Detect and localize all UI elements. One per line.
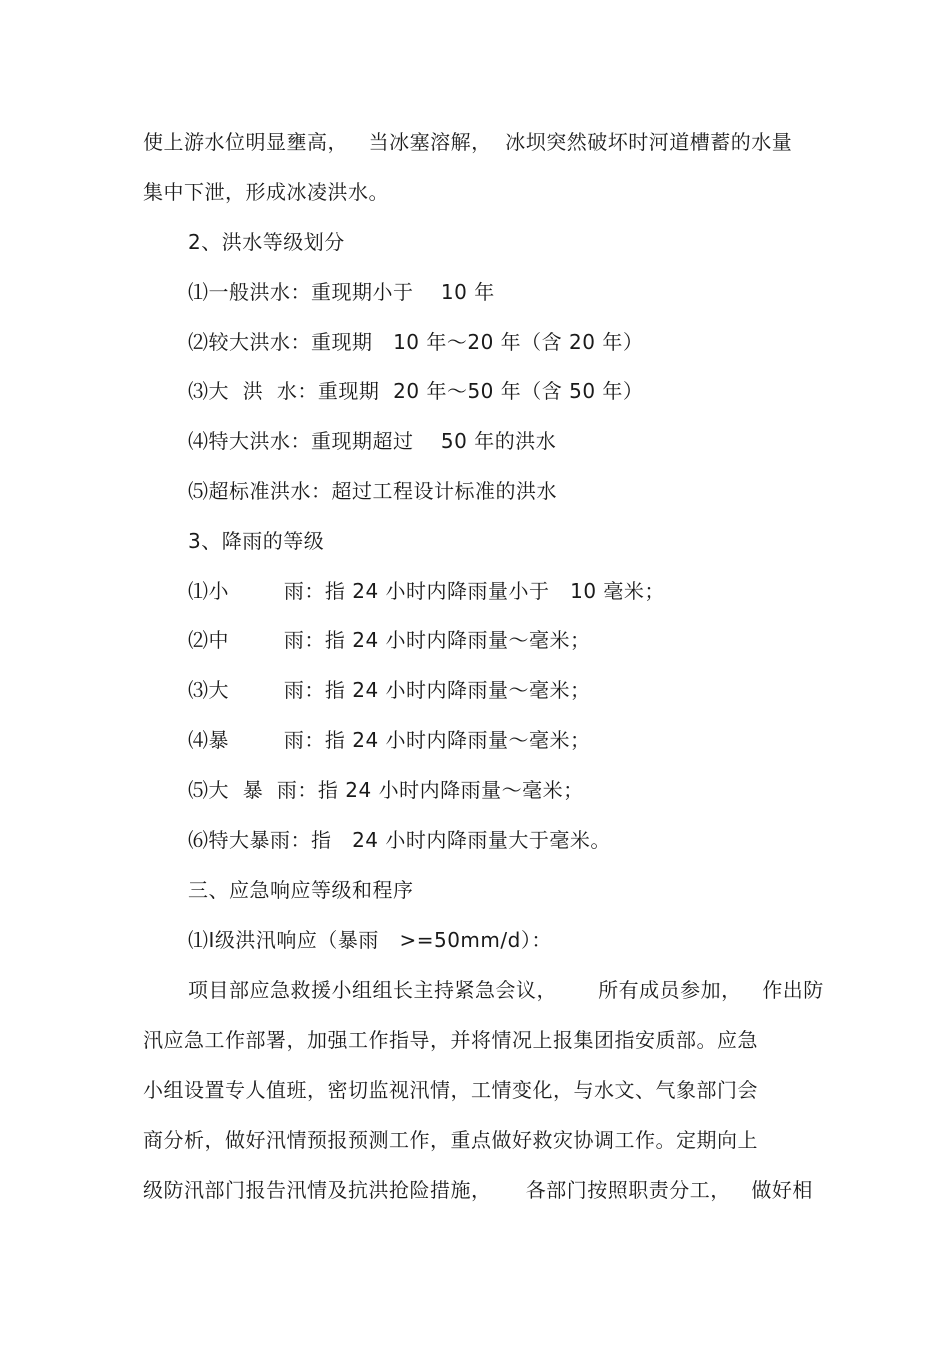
list-item: ⑴小 雨：指 24 小时内降雨量小于 10 毫米； xyxy=(188,579,665,603)
list-item: ⑸大 暴 雨：指 24 小时内降雨量～毫米； xyxy=(188,778,584,802)
section-heading: 三、应急响应等级和程序 xyxy=(188,878,414,902)
paragraph-line: 集中下泄，形成冰凌洪水。 xyxy=(143,180,389,204)
paragraph-line: 汛应急工作部署，加强工作指导，并将情况上报集团指安质部。应急 xyxy=(143,1028,758,1052)
section-heading: 3、降雨的等级 xyxy=(188,529,325,553)
list-item: ⑴Ⅰ级洪汛响应（暴雨 >=50mm/d）： xyxy=(188,928,552,952)
paragraph-line: 级防汛部门报告汛情及抗洪抢险措施， 各部门按照职责分工， 做好相 xyxy=(143,1178,813,1202)
list-item: ⑶大 雨：指 24 小时内降雨量～毫米； xyxy=(188,678,591,702)
section-heading: 2、洪水等级划分 xyxy=(188,230,345,254)
list-item: ⑶大 洪 水：重现期 20 年～50 年（含 50 年） xyxy=(188,379,644,403)
paragraph-line: 使上游水位明显壅高， 当冰塞溶解， 冰坝突然破坏时河道槽蓄的水量 xyxy=(143,130,793,154)
paragraph-line: 小组设置专人值班，密切监视汛情，工情变化，与水文、气象部门会 xyxy=(143,1078,758,1102)
list-item: ⑹特大暴雨：指 24 小时内降雨量大于毫米。 xyxy=(188,828,611,852)
list-item: ⑷特大洪水：重现期超过 50 年的洪水 xyxy=(188,429,557,453)
list-item: ⑸超标准洪水：超过工程设计标准的洪水 xyxy=(188,479,557,503)
list-item: ⑵中 雨：指 24 小时内降雨量～毫米； xyxy=(188,628,591,652)
paragraph-line: 商分析，做好汛情预报预测工作，重点做好救灾协调工作。定期向上 xyxy=(143,1128,758,1152)
paragraph-line: 项目部应急救援小组组长主持紧急会议， 所有成员参加， 作出防 xyxy=(188,978,824,1002)
list-item: ⑴一般洪水：重现期小于 10 年 xyxy=(188,280,495,304)
list-item: ⑵较大洪水：重现期 10 年～20 年（含 20 年） xyxy=(188,330,644,354)
list-item: ⑷暴 雨：指 24 小时内降雨量～毫米； xyxy=(188,728,591,752)
